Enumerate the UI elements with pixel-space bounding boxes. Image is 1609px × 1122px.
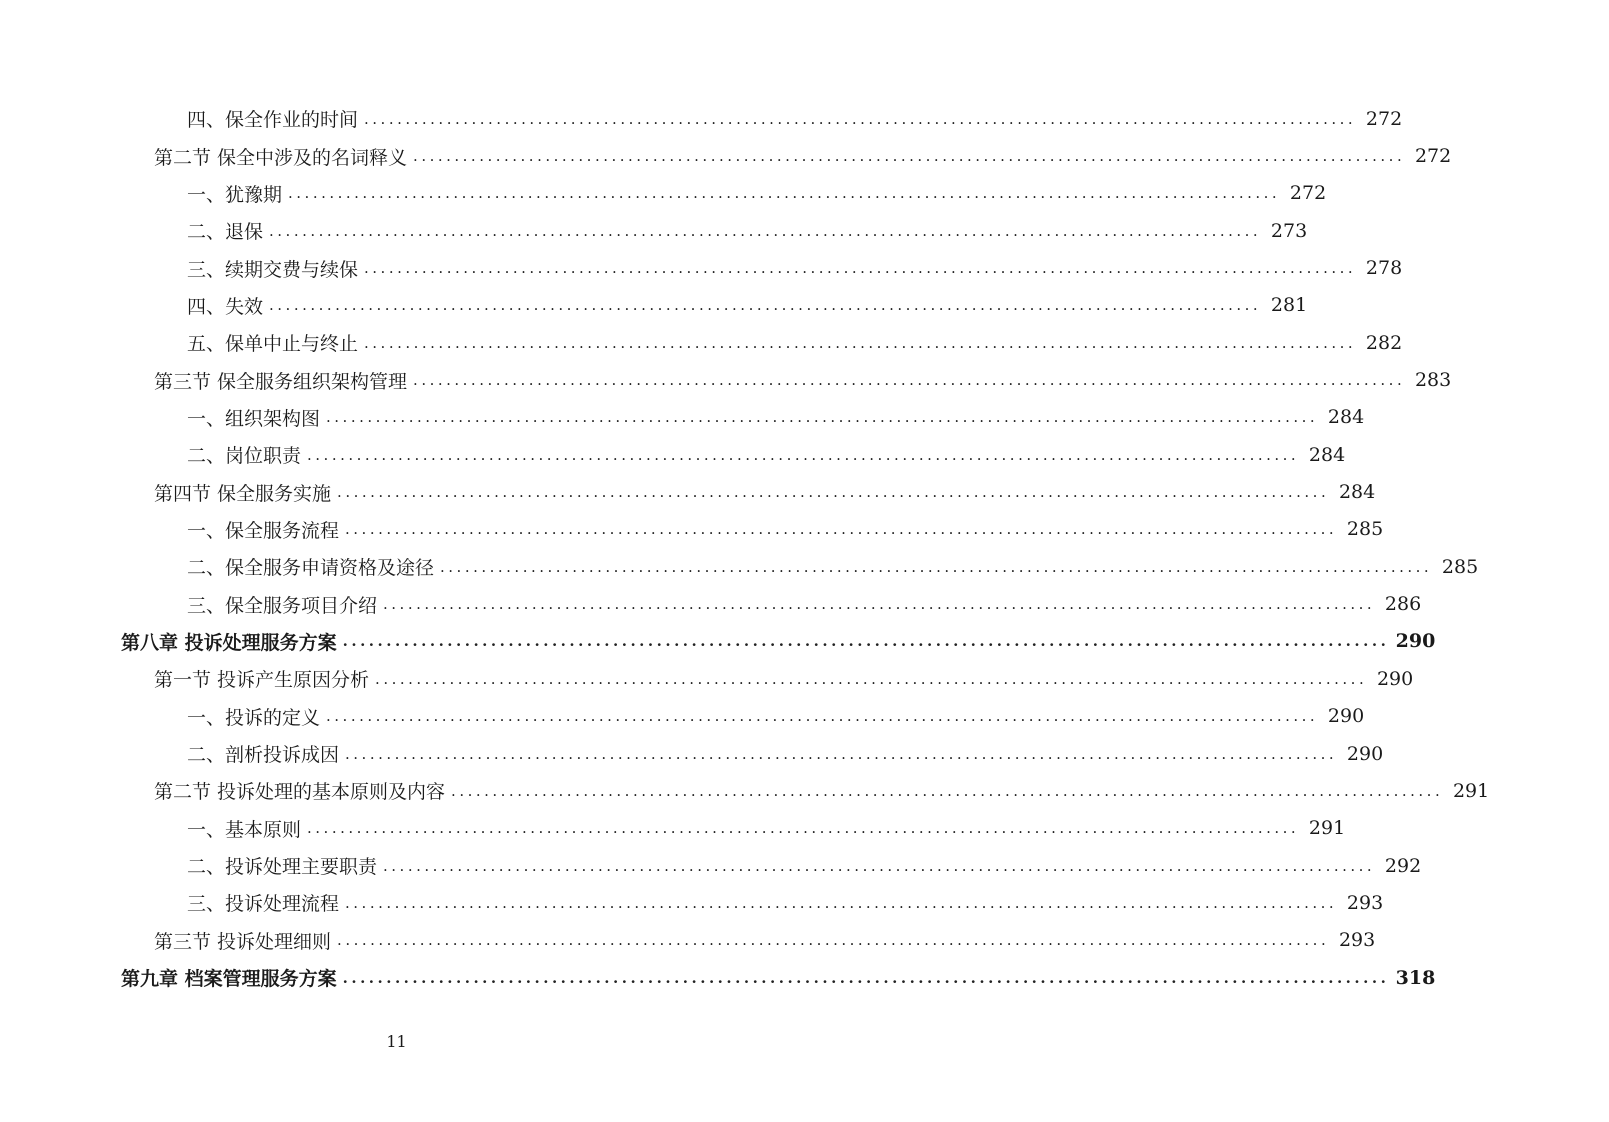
toc-page-wrap xyxy=(1329,481,1495,503)
toc-entry[interactable] xyxy=(0,660,1414,697)
toc-page-wrap xyxy=(1329,929,1495,951)
toc-entry[interactable] xyxy=(0,249,1403,286)
toc-entry-page-number: 285 xyxy=(1441,555,1479,578)
toc-page-wrap xyxy=(1405,145,1571,167)
toc-entry-title: 五、保单中止与终止 xyxy=(0,329,364,356)
toc-entry-title: 四、保全作业的时间 xyxy=(0,105,364,132)
toc-entry-page-number: 284 xyxy=(1338,481,1376,504)
toc-dot-leader: ........................................................................................................................ xyxy=(345,520,1338,539)
toc-entry-page-number: 293 xyxy=(1338,929,1376,952)
toc-entry-page-number: 290 xyxy=(1346,742,1384,765)
toc-entry[interactable] xyxy=(0,361,1452,398)
toc-entry-title: 一、组织架构图 xyxy=(0,404,326,431)
toc-page-wrap xyxy=(1367,668,1533,690)
toc-entry-page-number: 282 xyxy=(1365,331,1403,354)
toc-entry-title: 二、剖析投诉成因 xyxy=(0,740,345,767)
toc-entry-title: 四、失效 xyxy=(0,292,269,319)
toc-page-wrap xyxy=(1318,406,1484,428)
toc-entry[interactable] xyxy=(0,473,1376,510)
toc-entry-title: 三、保全服务项目介绍 xyxy=(0,591,383,618)
toc-page-wrap xyxy=(1432,556,1598,578)
toc-entry-title: 二、退保 xyxy=(0,217,269,244)
toc-dot-leader: ........................................................................................................................ xyxy=(269,296,1262,315)
toc-dot-leader: ........................................................................................................................ xyxy=(413,371,1406,390)
toc-entry-page-number: 286 xyxy=(1384,593,1422,616)
toc-entry[interactable] xyxy=(0,847,1422,884)
toc-dot-leader: ........................................................................................................................ xyxy=(342,632,1390,651)
toc-page-wrap xyxy=(1443,780,1609,802)
toc-entry[interactable] xyxy=(0,772,1490,809)
toc-entry[interactable] xyxy=(0,100,1403,137)
toc-entry-title: 第九章 档案管理服务方案 xyxy=(0,964,343,991)
page-number: 11 xyxy=(386,1032,407,1051)
toc-page-wrap xyxy=(1318,705,1484,727)
toc-dot-leader: ........................................................................................................................ xyxy=(413,147,1406,166)
toc-entry-page-number: 290 xyxy=(1376,667,1414,690)
toc-entry-title: 二、岗位职责 xyxy=(0,441,307,468)
toc-page-wrap xyxy=(1299,444,1465,466)
toc-entry[interactable] xyxy=(0,810,1346,847)
toc-entry-page-number: 290 xyxy=(1327,705,1365,728)
toc-dot-leader: ........................................................................................................................ xyxy=(307,445,1300,464)
toc-entry-page-number: 272 xyxy=(1414,145,1452,168)
toc-entry-page-number: 273 xyxy=(1270,219,1308,242)
toc-entry[interactable] xyxy=(0,884,1384,921)
toc-page-wrap xyxy=(1337,518,1503,540)
toc-page-wrap xyxy=(1356,257,1522,279)
toc-page-wrap xyxy=(1299,817,1465,839)
toc-entry-page-number: 293 xyxy=(1346,891,1384,914)
toc-entry-title: 第一节 投诉产生原因分析 xyxy=(0,665,375,692)
toc-entry-page-number: 278 xyxy=(1365,257,1403,280)
toc-entry-title: 第八章 投诉处理服务方案 xyxy=(0,628,343,655)
toc-entry-page-number: 281 xyxy=(1270,294,1308,317)
toc-dot-leader: ........................................................................................................................ xyxy=(307,819,1300,838)
toc-dot-leader: ........................................................................................................................ xyxy=(364,333,1357,352)
toc-dot-leader: ........................................................................................................................ xyxy=(375,669,1368,688)
toc-page-wrap xyxy=(1405,369,1571,391)
toc-entry-title: 一、保全服务流程 xyxy=(0,516,345,543)
toc-entry-title: 一、犹豫期 xyxy=(0,180,288,207)
toc-entry[interactable] xyxy=(0,175,1327,212)
toc-entry[interactable] xyxy=(0,324,1403,361)
toc-entry-title: 第四节 保全服务实施 xyxy=(0,479,337,506)
toc-dot-leader: ........................................................................................................................ xyxy=(337,483,1330,502)
toc-page-wrap xyxy=(1389,967,1555,989)
toc-entry-page-number: 292 xyxy=(1384,854,1422,877)
toc-page-wrap xyxy=(1280,182,1446,204)
toc-entry[interactable] xyxy=(0,698,1365,735)
toc-dot-leader: ........................................................................................................................ xyxy=(451,781,1444,800)
toc-page-wrap xyxy=(1356,332,1522,354)
toc-entry[interactable] xyxy=(0,623,1436,660)
toc-entry-page-number: 284 xyxy=(1308,443,1346,466)
toc-dot-leader: ........................................................................................................................ xyxy=(440,557,1433,576)
toc-entry[interactable] xyxy=(0,585,1422,622)
toc-entry-page-number: 284 xyxy=(1327,406,1365,429)
toc-dot-leader: ........................................................................................................................ xyxy=(383,595,1376,614)
toc-entry[interactable] xyxy=(0,735,1384,772)
toc-dot-leader: ........................................................................................................................ xyxy=(364,259,1357,278)
toc-dot-leader: ........................................................................................................................ xyxy=(269,221,1262,240)
toc-entry-page-number: 290 xyxy=(1395,630,1436,653)
toc-entry-page-number: 283 xyxy=(1414,369,1452,392)
toc-entry-title: 第二节 保全中涉及的名词释义 xyxy=(0,143,413,170)
toc-entry[interactable] xyxy=(0,287,1308,324)
toc-page-wrap xyxy=(1356,108,1522,130)
toc-entry[interactable] xyxy=(0,922,1376,959)
toc-entry[interactable] xyxy=(0,436,1346,473)
toc-entry[interactable] xyxy=(0,212,1308,249)
toc-page-wrap xyxy=(1375,593,1541,615)
toc-entry-title: 三、投诉处理流程 xyxy=(0,889,345,916)
toc-entry-page-number: 272 xyxy=(1289,182,1327,205)
toc-dot-leader: ........................................................................................................................ xyxy=(383,856,1376,875)
toc-dot-leader: ........................................................................................................................ xyxy=(288,184,1281,203)
toc-entry-title: 一、基本原则 xyxy=(0,815,307,842)
toc-entry-page-number: 318 xyxy=(1395,966,1436,989)
toc-entry-title: 第三节 投诉处理细则 xyxy=(0,927,337,954)
toc-dot-leader: ........................................................................................................................ xyxy=(364,109,1357,128)
toc-page-wrap xyxy=(1337,892,1503,914)
toc-entry-title: 二、投诉处理主要职责 xyxy=(0,852,383,879)
toc-dot-leader: ........................................................................................................................ xyxy=(326,707,1319,726)
toc-entry-title: 第二节 投诉处理的基本原则及内容 xyxy=(0,777,451,804)
toc-entry-title: 二、保全服务申请资格及途径 xyxy=(0,553,440,580)
toc-entry-page-number: 291 xyxy=(1452,779,1490,802)
toc-entry[interactable] xyxy=(0,959,1436,996)
toc-entry-title: 三、续期交费与续保 xyxy=(0,255,364,282)
toc-page-wrap xyxy=(1337,743,1503,765)
toc-page-wrap xyxy=(1389,630,1555,652)
toc-entry-title: 第三节 保全服务组织架构管理 xyxy=(0,367,413,394)
toc-entry-page-number: 291 xyxy=(1308,817,1346,840)
toc-dot-leader: ........................................................................................................................ xyxy=(326,408,1319,427)
toc-dot-leader: ........................................................................................................................ xyxy=(345,744,1338,763)
toc-entry-title: 一、投诉的定义 xyxy=(0,703,326,730)
toc-page-wrap xyxy=(1375,855,1541,877)
toc-entry-page-number: 272 xyxy=(1365,107,1403,130)
toc-page-wrap xyxy=(1261,220,1427,242)
toc-entry[interactable] xyxy=(0,511,1384,548)
toc-entry[interactable] xyxy=(0,137,1452,174)
toc-entry-page-number: 285 xyxy=(1346,518,1384,541)
toc-entry[interactable] xyxy=(0,399,1365,436)
toc-dot-leader: ........................................................................................................................ xyxy=(337,931,1330,950)
toc-entry[interactable] xyxy=(0,548,1479,585)
toc-page-wrap xyxy=(1261,294,1427,316)
toc-dot-leader: ........................................................................................................................ xyxy=(345,893,1338,912)
toc-dot-leader: ........................................................................................................................ xyxy=(342,968,1390,987)
table-of-contents xyxy=(0,100,1490,996)
